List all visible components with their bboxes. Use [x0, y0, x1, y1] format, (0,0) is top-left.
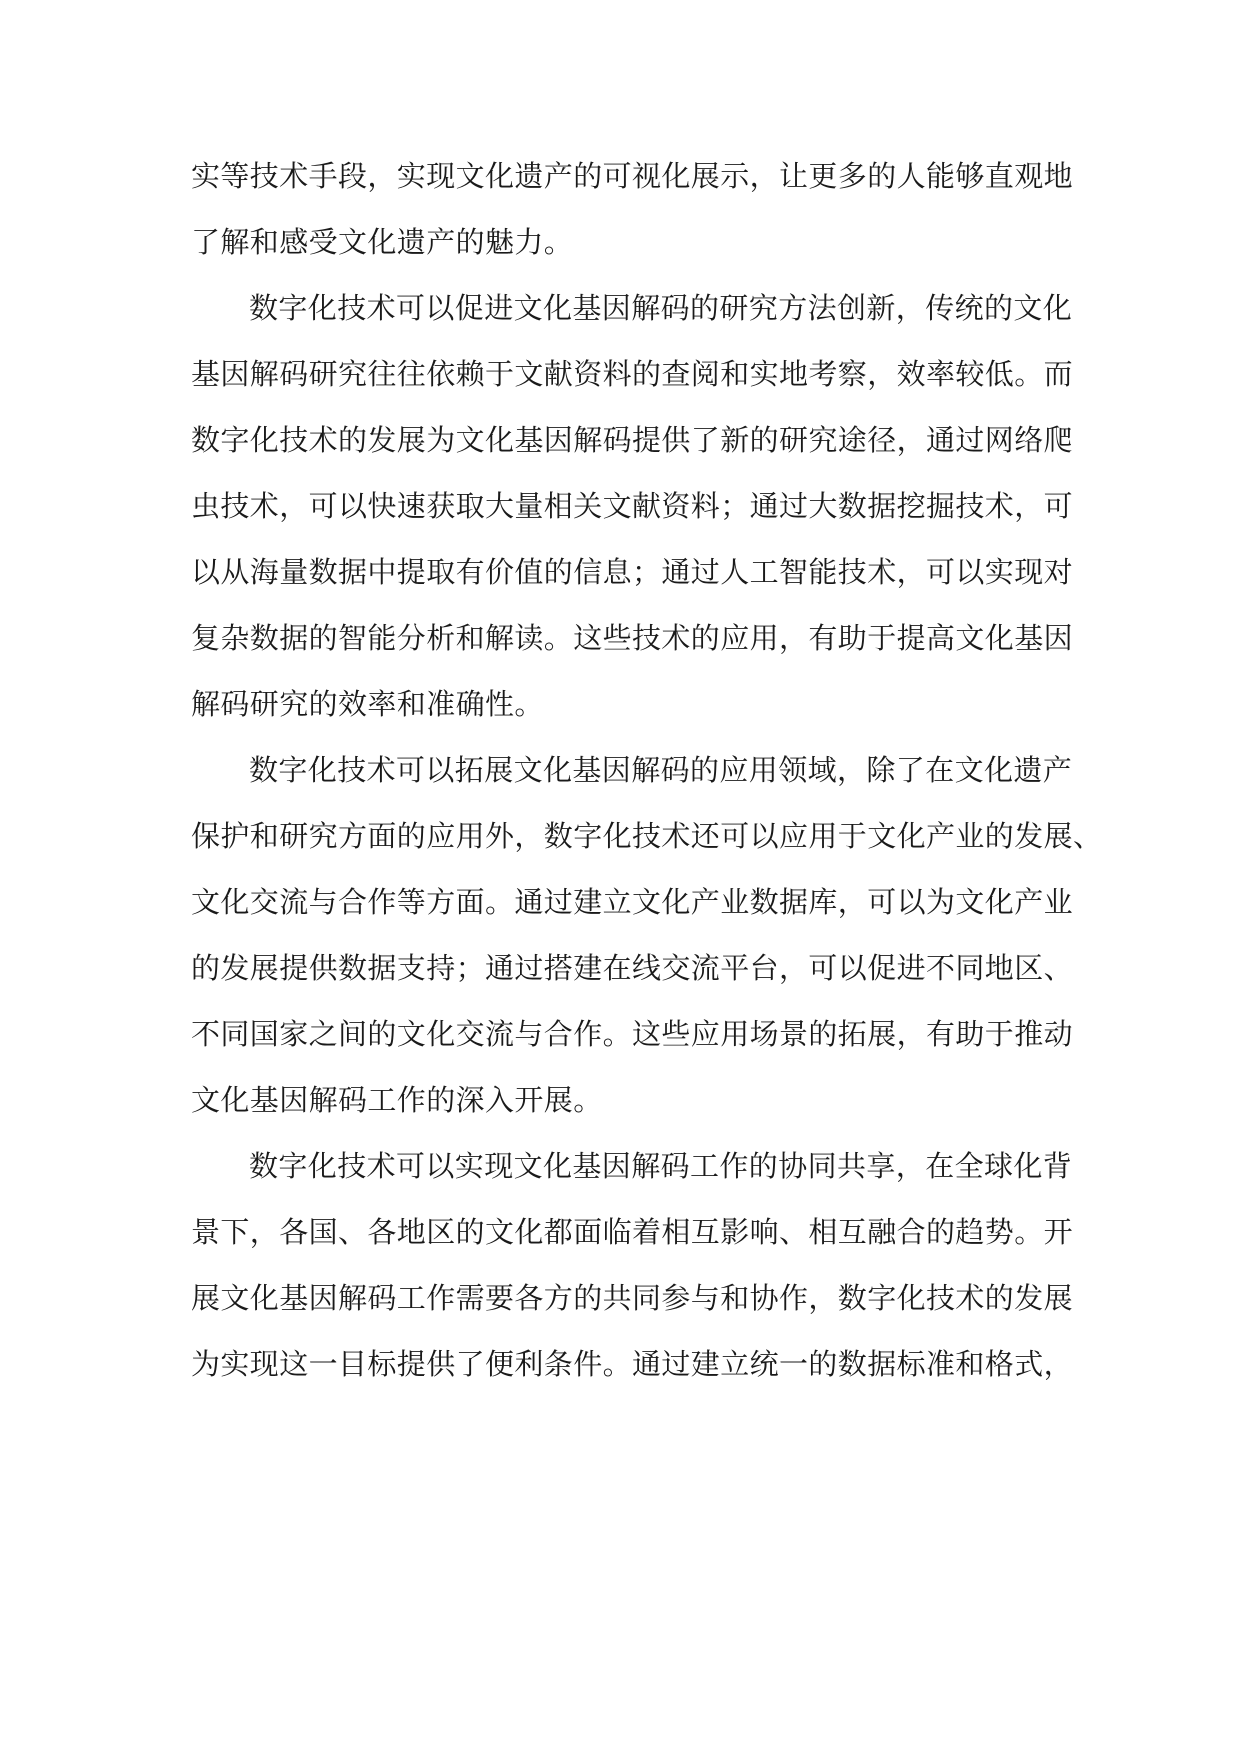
text-line: 不同国家之间的文化交流与合作。这些应用场景的拓展，有助于推动 — [191, 1017, 1074, 1051]
text-line: 基因解码研究往往依赖于文献资料的查阅和实地考察，效率较低。而 — [191, 357, 1074, 391]
paragraph-first-line: 数字化技术可以拓展文化基因解码的应用领域，除了在文化遗产 — [249, 753, 1073, 787]
text-line: 展文化基因解码工作需要各方的共同参与和协作，数字化技术的发展 — [191, 1281, 1074, 1315]
text-line: 复杂数据的智能分析和解读。这些技术的应用，有助于提高文化基因 — [191, 621, 1074, 655]
text-line: 数字化技术的发展为文化基因解码提供了新的研究途径，通过网络爬 — [191, 423, 1074, 457]
text-line: 文化交流与合作等方面。通过建立文化产业数据库，可以为文化产业 — [191, 885, 1074, 919]
text-line: 的发展提供数据支持；通过搭建在线交流平台，可以促进不同地区、 — [191, 951, 1074, 985]
text-line: 以从海量数据中提取有价值的信息；通过人工智能技术，可以实现对 — [191, 555, 1074, 589]
body-text — [191, 143, 1103, 1397]
text-line: 虫技术，可以快速获取大量相关文献资料；通过大数据挖掘技术，可 — [191, 489, 1074, 523]
paragraph-first-line: 数字化技术可以实现文化基因解码工作的协同共享，在全球化背 — [249, 1149, 1073, 1183]
text-line: 保护和研究方面的应用外，数字化技术还可以应用于文化产业的发展、 — [191, 819, 1103, 853]
paragraph-first-line: 数字化技术可以促进文化基因解码的研究方法创新，传统的文化 — [249, 291, 1073, 325]
text-line: 景下，各国、各地区的文化都面临着相互影响、相互融合的趋势。开 — [191, 1215, 1074, 1249]
text-line: 文化基因解码工作的深入开展。 — [191, 1083, 603, 1117]
text-line: 了解和感受文化遗产的魅力。 — [191, 225, 574, 259]
text-line: 实等技术手段，实现文化遗产的可视化展示，让更多的人能够直观地 — [191, 159, 1074, 193]
text-line: 解码研究的效率和准确性。 — [191, 687, 544, 721]
text-line: 为实现这一目标提供了便利条件。通过建立统一的数据标准和格式， — [191, 1347, 1074, 1381]
